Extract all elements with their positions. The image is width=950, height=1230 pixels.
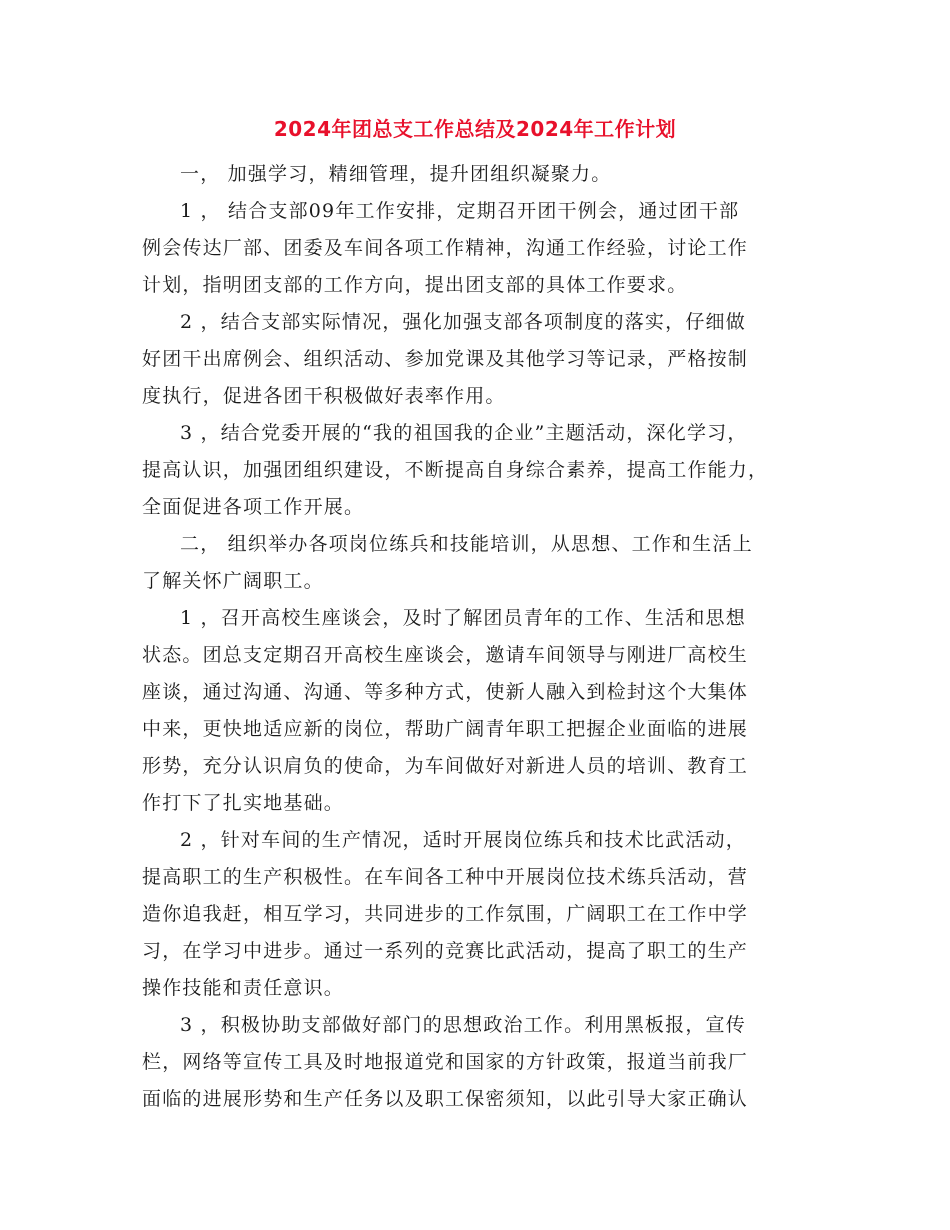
- paragraph-section-2-heading: [142, 526, 802, 600]
- text-line: 好团干出席例会、组织活动、参加党课及其他学习等记录，严格按制: [142, 348, 749, 370]
- text-line: 提高认识，加强团组织建设，不断提高自身综合素养，提高工作能力，: [142, 459, 769, 481]
- text-line: 1 ， 结合支部09年工作安排，定期召开团干例会，通过团干部: [180, 200, 740, 222]
- paragraph-2-2: [142, 822, 802, 1007]
- text-line: 计划，指明团支部的工作方向，提出团支部的具体工作要求。: [142, 274, 688, 296]
- text-line: 作打下了扎实地基础。: [142, 792, 345, 814]
- paragraph-2-3: [142, 1007, 802, 1118]
- text-line: 栏，网络等宣传工具及时地报道党和国家的方针政策，报道当前我厂: [142, 1051, 749, 1073]
- text-line: 造你追我赶，相互学习，共同进步的工作氛围，广阔职工在工作中学: [142, 903, 749, 925]
- text-line: 一， 加强学习，精细管理，提升团组织凝聚力。: [180, 163, 612, 185]
- paragraph-1-2: [142, 304, 802, 415]
- paragraph-section-1-heading: [142, 156, 802, 193]
- text-line: 二， 组织举办各项岗位练兵和技能培训，从思想、工作和生活上: [180, 533, 753, 555]
- paragraph-1-1: [142, 193, 802, 304]
- text-line: 状态。团总支定期召开高校生座谈会，邀请车间领导与刚进厂高校生: [142, 644, 749, 666]
- text-line: 座谈，通过沟通、沟通、等多种方式，使新人融入到检封这个大集体: [142, 681, 749, 703]
- document-title: 2024年团总支工作总结及2024年工作计划: [273, 117, 677, 141]
- text-line: 了解关怀广阔职工。: [142, 570, 324, 592]
- text-line: 中来，更快地适应新的岗位，帮助广阔青年职工把握企业面临的进展: [142, 718, 749, 740]
- text-line: 形势，充分认识肩负的使命，为车间做好对新进人员的培训、教育工: [142, 755, 749, 777]
- document-body: [142, 156, 802, 1118]
- text-line: 1 ，召开高校生座谈会，及时了解团员青年的工作、生活和思想: [180, 607, 746, 629]
- text-line: 3 ，结合党委开展的“我的祖国我的企业”主题活动，深化学习，: [180, 422, 748, 444]
- text-line: 3 ，积极协助支部做好部门的思想政治工作。利用黑板报，宣传: [180, 1014, 746, 1036]
- text-line: 面临的进展形势和生产任务以及职工保密须知，以此引导大家正确认: [142, 1088, 749, 1110]
- paragraph-1-3: [142, 415, 802, 526]
- text-line: 度执行，促进各团干积极做好表率作用。: [142, 385, 506, 407]
- text-line: 全面促进各项工作开展。: [142, 496, 365, 518]
- text-line: 提高职工的生产积极性。在车间各工种中开展岗位技术练兵活动，营: [142, 866, 749, 888]
- paragraph-2-1: [142, 600, 802, 822]
- text-line: 2 ，针对车间的生产情况，适时开展岗位练兵和技术比武活动，: [180, 829, 746, 851]
- text-line: 习，在学习中进步。通过一系列的竞赛比武活动，提高了职工的生产: [142, 940, 749, 962]
- text-line: 操作技能和责任意识。: [142, 977, 345, 999]
- text-line: 例会传达厂部、团委及车间各项工作精神，沟通工作经验，讨论工作: [142, 237, 749, 259]
- text-line: 2 ，结合支部实际情况，强化加强支部各项制度的落实，仔细做: [180, 311, 746, 333]
